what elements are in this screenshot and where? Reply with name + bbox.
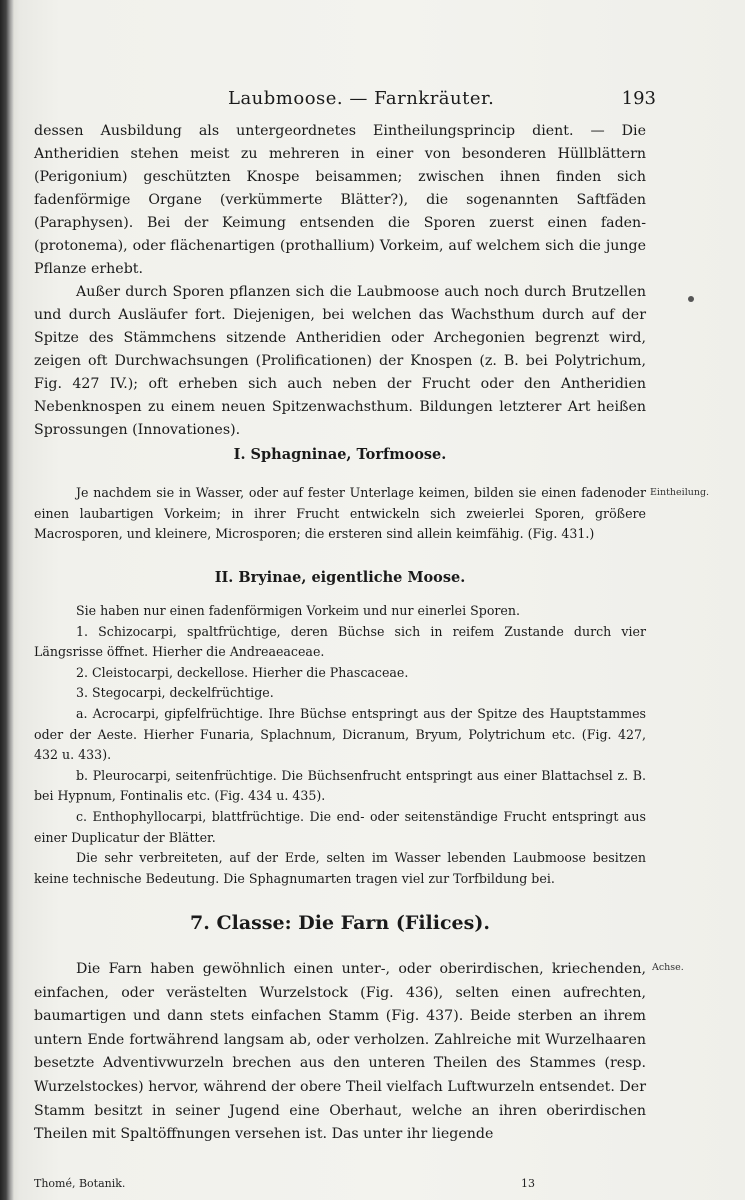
- footer-signature: 13: [521, 1177, 535, 1190]
- class-heading-filices: 7. Classe: Die Farn (Filices).: [190, 912, 490, 934]
- book-spine-shadow: [0, 0, 14, 1200]
- filices-text-block: [34, 958, 646, 1147]
- bryinae-item-pleurocarpi: b. Pleurocarpi, seitenfrüchtige. Die Büchsenfrucht entspringt aus einer Blattachsel z. B. bei Hypnum, Fontinalis etc. (Fig. 434 u. 435).: [34, 767, 646, 804]
- bryinae-summary: Die sehr verbreiteten, auf der Erde, selten im Wasser lebenden Laubmoose besitzen keine technische Bedeutung. Die Sphagnumarten tragen viel zur Torfbildung bei.: [34, 850, 646, 886]
- bryinae-item-enthophyllocarpi: c. Enthophyllocarpi, blattfrüchtige. Die end- oder seitenständige Frucht entspringt aus einer Duplicatur der Blätter.: [34, 808, 646, 845]
- bryinae-item-acrocarpi: a. Acrocarpi, gipfelfrüchtige. Ihre Büchse entspringt aus der Spitze des Hauptstammes oder der Aeste. Hierher Funaria, Splachnum, Dicranum, Bryum, Polytrichum etc. (Fig. 427, 432 u. 433).: [34, 705, 646, 763]
- bryinae-line: Sie haben nur einen fadenförmigen Vorkeim und nur einerlei Sporen.: [76, 603, 520, 618]
- paragraph-vermehrung: Außer durch Sporen pflanzen sich die Laubmoose auch noch durch Brutzellen und durch Ausläufer fort. Diejenigen, bei welchen das Wachsthum durch auf der Spitze des Stämmchens sitzende Antheridien oder Archegonien begrenzt wird, zeigen oft Durchwachsungen (Prolificationen) der Knospen (z. B. bei Polytrichum, Fig. 427 IV.); oft erheben sich auch neben der Frucht oder den Antheridien Nebenknospen zu einem neuen Spitzenwachsthum. Bildungen letzterer Art heißen Sprossungen (Innovationes).: [34, 284, 646, 438]
- bryinae-text-block: [34, 601, 646, 889]
- footer-author: Thomé, Botanik.: [34, 1177, 126, 1190]
- filices-text: Die Farn haben gewöhnlich einen unter-, oder oberirdischen, kriechenden, einfachen, oder verästelten Wurzelstock (Fig. 436), selten einen aufrechten, baumartigen und dann stets einfachen Stamm (Fig. 437). Beide sterben an ihrem untern Ende fortwährend langsam ab, oder verholzen. Zahlreiche mit Wurzelhaaren besetzte Adventivwurzeln brechen aus den unteren Theilen des Stammes (resp. Wurzelstockes) hervor, während der obere Theil vielfach Luftwurzeln entsendet. Der Stamm besitzt in seiner Jugend eine Oberhaut, welche an ihren oberirdischen Theilen mit Spaltöffnungen versehen ist. Das unter ihr liegende: [34, 961, 646, 1143]
- running-title: Laubmoose. — Farnkräuter.: [228, 88, 495, 109]
- running-header: [36, 88, 656, 112]
- section-heading-bryinae: II. Bryinae, eigentliche Moose.: [214, 569, 466, 586]
- paragraph-antheridien: dessen Ausbildung als untergeordnetes Eintheilungsprincip dient. — Die Antheridien stehen meist zu mehreren in einer von besonderen Hüllblättern (Perigonium) geschützten Knospe beisammen; zwischen ihnen finden sich fadenförmige Organe (verkümmerte Blätter?), die sogenannten Saftfäden (Paraphysen). Bei der Keimung entsenden die Sporen zuerst einen faden- (protonema), oder flächenartigen (prothallium) Vorkeim, auf welchem sich die junge Pflanze erhebt.: [34, 123, 646, 277]
- section-heading-sphagninae: I. Sphagninae, Torfmoose.: [233, 446, 447, 463]
- bryinae-item-schizocarpi: 1. Schizocarpi, spaltfrüchtige, deren Büchse sich in reifem Zustande durch vier Längsrisse öffnet. Hierher die Andreaeaceae.: [34, 623, 646, 660]
- sphagninae-text: Je nachdem sie in Wasser, oder auf fester Unterlage keimen, bilden sie einen fadenoder einen laubartigen Vorkeim; in ihrer Frucht entwickeln sich zweierlei Sporen, größere Macrosporen, und kleinere, Microsporen; die ersteren sind allein keimfähig. (Fig. 431.): [34, 485, 646, 542]
- margin-note-eintheilung: Eintheilung.: [650, 487, 710, 498]
- sphagninae-text-block: [34, 483, 646, 545]
- body-text-top: [34, 120, 646, 442]
- ink-speck: [688, 296, 694, 302]
- bryinae-item-cleistocarpi: 2. Cleistocarpi, deckellose. Hierher die Phascaceae.: [76, 664, 409, 680]
- margin-note-achse: Achse.: [652, 962, 684, 973]
- bryinae-item-stegocarpi: 3. Stegocarpi, deckelfrüchtige.: [76, 685, 274, 701]
- page-number: 193: [621, 88, 656, 109]
